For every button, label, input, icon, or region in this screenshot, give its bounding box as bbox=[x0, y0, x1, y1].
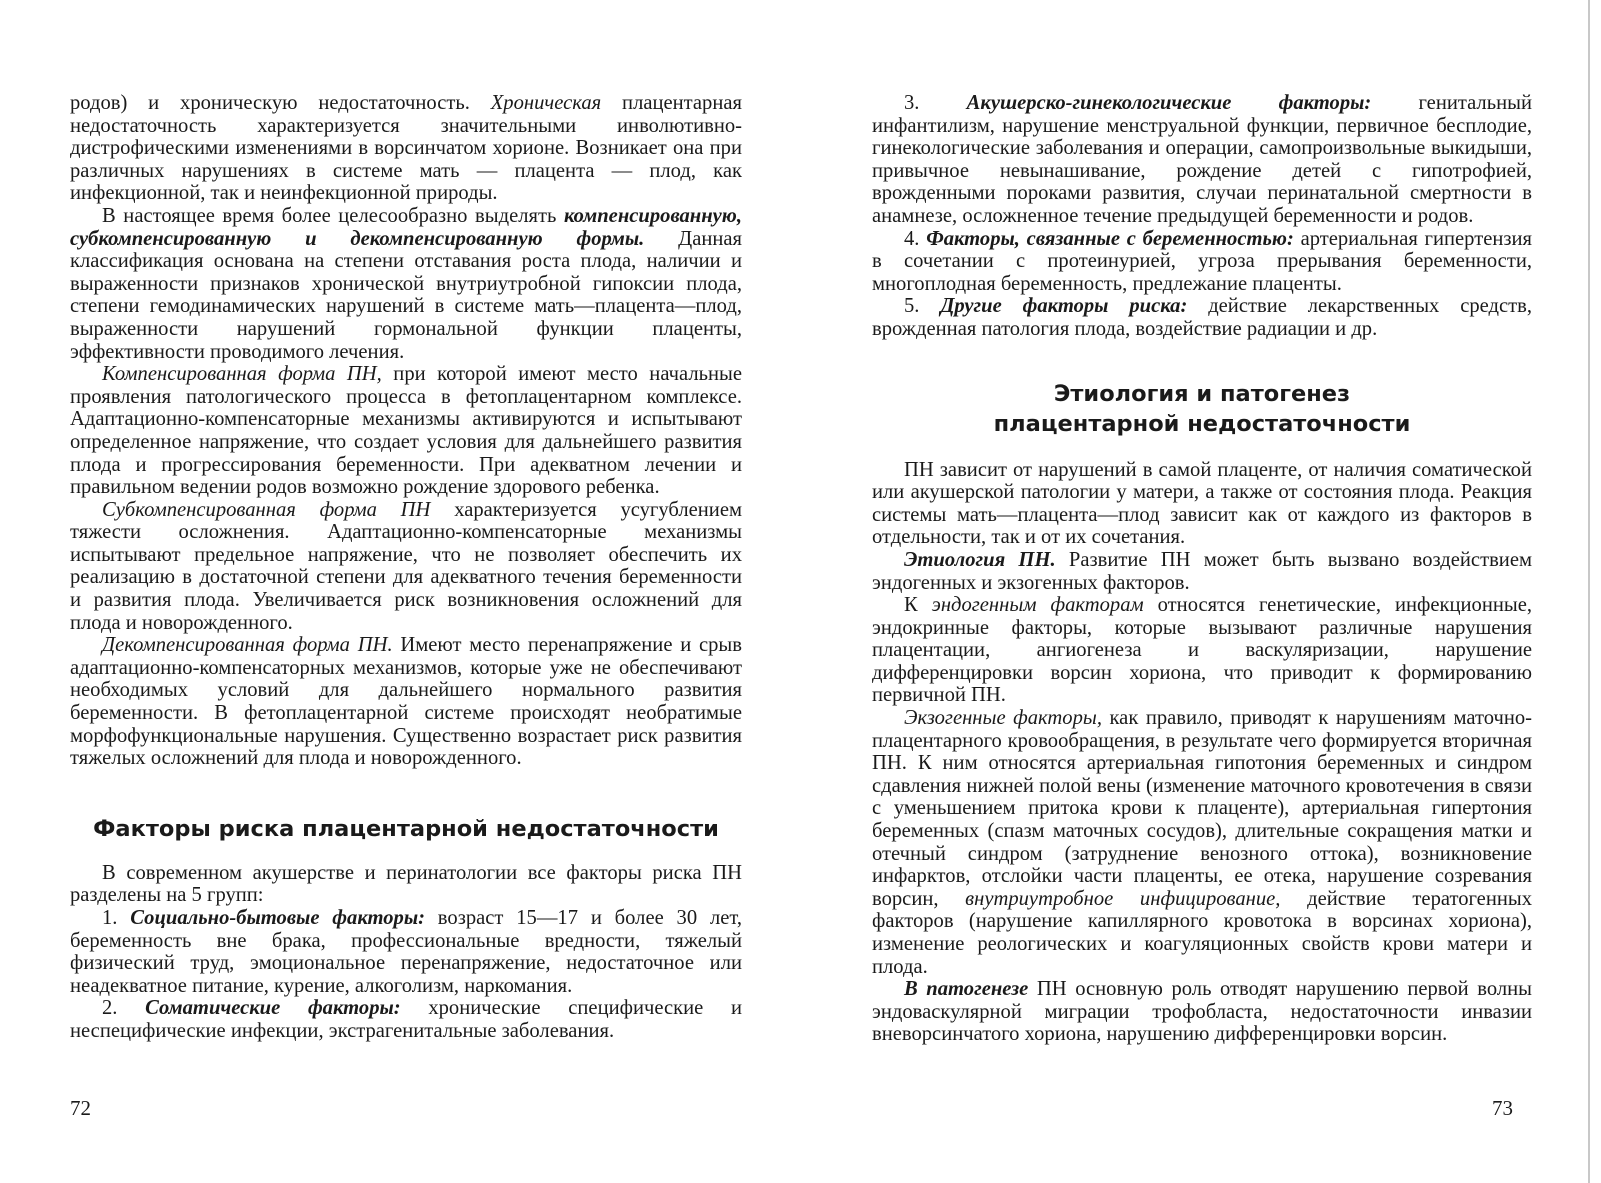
bold-italic-term: Соматические факторы: bbox=[145, 997, 401, 1020]
text: при которой имеют место начальные проявления патологического процесса в фетоплацентарном комплексе. Адаптационно-компенсаторные механизмы активируются и испытывают определенное напряжение, что создает условия для дальнейшего развития плода и прогрессирования беременности. При адекватном лечении и правильном ведении родов возможно рождение здорового ребенка. bbox=[70, 363, 742, 499]
bold-italic-term: Факторы, связанные с беременностью: bbox=[926, 227, 1294, 250]
list-number: 2. bbox=[102, 997, 146, 1020]
text: ПН основную роль отводят нарушению первой волны эндоваскулярной миграции трофобласта, недостаточности инвазии вневорсинчатого хориона, нарушению дифференцировки ворсин. bbox=[872, 978, 1532, 1046]
text: возраст 15—17 и более 30 лет, беременность вне брака, профессиональные вредности, тяжелый физический труд, эмоциональное перенапряжение, недостаточное или неадекватное питание, курение, алкоголизм, наркомания. bbox=[70, 907, 742, 997]
paragraph bbox=[872, 549, 1532, 594]
text: артериальная гипертензия в сочетании с протеинурией, угроза прерывания беременности, многоплодная беременность, предлежание плаценты. bbox=[872, 227, 1532, 295]
italic-term: Экзогенные факторы, bbox=[904, 707, 1102, 730]
section-heading bbox=[872, 379, 1532, 439]
bold-italic-term: Этиология ПН. bbox=[904, 548, 1056, 571]
paragraph bbox=[70, 634, 742, 770]
text: Развитие ПН может быть вызвано воздействием эндогенных и экзогенных факторов. bbox=[872, 548, 1532, 594]
text: генитальный инфантилизм, нарушение менструальной функции, первичное бесплодие, гинекологические заболевания и операции, самопроизвольные выкидыши, привычное невынашивание, рождение детей с гипотрофией, врожденными пороками развития, случаи перинатальной смертности в анамнезе, осложненное течение предыдущей беременности и родов. bbox=[872, 92, 1532, 227]
text: характеризуется усугублением тяжести осложнения. Адаптационно-компенсаторные механизмы испытывают предельное напряжение, что не позволяет обеспечить их реализацию в достаточной степени для адекватного течения беременности и развития плода. Увеличивается риск возникновения осложнений для плода и новорожденного. bbox=[70, 498, 743, 634]
text: ПН зависит от нарушений в самой плаценте, от наличия соматической или акушерской патологии у матери, а также от состояния плода. Реакция системы мать—плацента—плод зависит как от каждого из факторов в отдельности, так и от их сочетания. bbox=[872, 458, 1532, 549]
bold-italic-term: Акушерско-гинекологические факторы: bbox=[966, 92, 1372, 114]
italic-term: Хроническая bbox=[490, 92, 602, 114]
italic-term: Субкомпенсированная форма ПН bbox=[102, 498, 431, 521]
bold-italic-term: В патогенезе bbox=[904, 978, 1029, 1001]
bold-italic-term: Социально-бытовые факторы: bbox=[130, 907, 425, 929]
paragraph bbox=[872, 459, 1532, 549]
paragraph bbox=[872, 295, 1532, 340]
italic-term: внутриутробное инфицирование, bbox=[965, 887, 1281, 910]
section-heading: Факторы риска плацентарной недостаточности bbox=[93, 815, 719, 842]
text: действие лекарственных средств, врожденная патология плода, воздействие радиации и др. bbox=[872, 295, 1533, 340]
paragraph bbox=[70, 363, 742, 499]
bold-italic-term: Другие факторы риска: bbox=[940, 295, 1188, 318]
paragraph bbox=[70, 205, 742, 363]
italic-term: эндогенным факторам bbox=[931, 594, 1144, 617]
paragraph bbox=[872, 228, 1532, 296]
text: Данная классификация основана на степени отставания роста плода, наличии и выраженности признаков хронической внутриутробной гипоксии плода, степени гемодинамических нарушений в системе мать—плацента—плод, выраженности нарушений гормональной функции плаценты, эффективности проводимого лечения. bbox=[70, 227, 742, 363]
paragraph bbox=[872, 707, 1532, 978]
heading-line: плацентарной недостаточности bbox=[993, 410, 1411, 437]
paragraph bbox=[872, 594, 1532, 707]
text: действие тератогенных факторов (нарушение капиллярного кровотока в ворсинах хориона), изменение реологических и коагуляционных свойств крови матери и плода. bbox=[872, 887, 1532, 978]
text: плацентарная недостаточность характеризуется значительными инволютивно-дистрофическими изменениями в ворсинчатом хорионе. Возникает она при различных нарушениях в системе мать — плацента — плод, как инфекционной, так и неинфекционной природы. bbox=[70, 92, 742, 205]
paragraph bbox=[70, 907, 742, 997]
text: родов) и хроническую недостаточность. bbox=[70, 92, 491, 114]
left-page bbox=[70, 0, 742, 1043]
paragraph bbox=[872, 978, 1532, 1046]
list-number: 5. bbox=[904, 295, 941, 318]
italic-term: Декомпенсированная форма ПН. bbox=[102, 634, 393, 657]
right-page bbox=[872, 0, 1532, 1046]
paragraph bbox=[70, 997, 742, 1042]
text: как правило, приводят к нарушениям маточно-плацентарного кровообращения, в результате чего формируется вторичная ПН. К ним относятся артериальная гипотония беременных и синдром сдавления нижней полой вены (изменение маточного кровотечения в связи с уменьшением притока крови к плаценте), артериальная гипертония беременных (спазм маточных сосудов), длительные сокращения матки и отечный синдром (затруднение венозного оттока), возникновение инфарктов, отслойки части плаценты, ее отека, нарушение созревания ворсин, bbox=[872, 707, 1532, 910]
text: К bbox=[904, 594, 932, 617]
heading-line: Этиология и патогенез bbox=[1053, 380, 1351, 407]
paragraph bbox=[70, 499, 742, 635]
list-number: 4. bbox=[904, 227, 927, 250]
text: В современном акушерстве и перинатологии все факторы риска ПН разделены на 5 групп: bbox=[70, 861, 742, 907]
paragraph bbox=[872, 92, 1532, 228]
text: В настоящее время более целесообразно выделять bbox=[102, 204, 564, 227]
list-number: 1. bbox=[102, 907, 131, 929]
list-number: 3. bbox=[904, 92, 967, 114]
text: хронические специфические и неспецифические инфекции, экстрагенитальные заболевания. bbox=[70, 997, 742, 1042]
text: Имеют место перенапряжение и срыв адаптационно-компенсаторных механизмов, которые уже не обеспечивают необходимых условий для дальнейшего нормального развития беременности. В фетоплацентарной системе происходят необратимые морфофункциональные нарушения. Существенно возрастает риск развития тяжелых осложнений для плода и новорожденного. bbox=[70, 634, 742, 770]
page-number: 72 bbox=[70, 1096, 91, 1120]
paragraph bbox=[70, 92, 742, 205]
paragraph bbox=[70, 862, 742, 907]
bold-italic-term: компенсированную, субкомпенсированную и декомпенсированную формы. bbox=[70, 204, 742, 250]
text: относятся генетические, инфекционные, эндокринные факторы, которые вызывают различные нарушения плацентации, ангиогенеза и васкуляризации, нарушение дифференцировки ворсин хориона, что приводит к формированию первичной ПН. bbox=[872, 594, 1533, 707]
italic-term: Компенсированная форма ПН, bbox=[102, 363, 382, 386]
page-number: 73 bbox=[1492, 1096, 1513, 1120]
page-edge-line bbox=[1588, 0, 1590, 1183]
